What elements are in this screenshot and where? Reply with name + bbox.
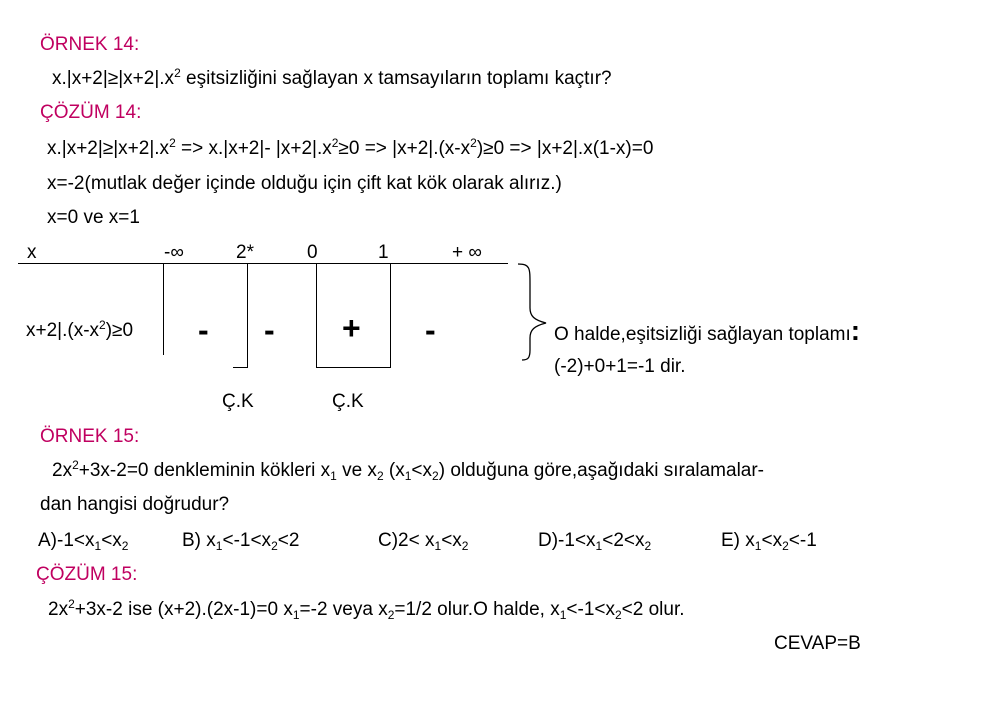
ck-label-2: Ç.K (332, 391, 364, 412)
table-horizontal-line (18, 263, 508, 264)
sign-4: - (425, 312, 436, 348)
example-15-title: ÖRNEK 15: (40, 426, 140, 447)
option-b: B) $x_1<-1<x_2<2$ (182, 530, 300, 553)
table-divider-1 (163, 263, 164, 355)
solution-14-line-3: x=0 ve x=1 (47, 207, 140, 228)
table-divider-2 (247, 263, 248, 368)
ck-marker-2 (316, 367, 390, 368)
table-value-1: 2* (236, 242, 254, 263)
table-x-label: x (27, 242, 37, 263)
option-a: $A)-1<x_1<x_2$ (38, 530, 129, 553)
example-15-question-line-1: $2x^2+3x-2=0$ denkleminin kökleri $x_1$ ve $x_2$ $(x_1<x_2)$ olduğuna göre,aşağıdaki sıralamalar- (52, 458, 765, 483)
solution-14-title: ÇÖZÜM 14: (40, 102, 142, 123)
ck-label-1: Ç.K (222, 391, 254, 412)
sign-3: + (342, 310, 361, 346)
example-15-question-line-2: dan hangisi doğrudur? (40, 494, 230, 515)
table-divider-3 (316, 263, 317, 367)
answer: CEVAP=B (774, 633, 861, 654)
solution-15-title: ÇÖZÜM 15: (36, 564, 138, 585)
option-e: E) $x_1<x_2<-1$ (721, 530, 817, 553)
sign-1: - (198, 312, 209, 348)
table-expression: $x+2|.(x-x^2)\ge 0$ (26, 318, 134, 341)
right-brace-icon (512, 262, 552, 362)
option-d: $D)-1<x_1<2<x_2$ (538, 530, 652, 553)
table-divider-4 (390, 263, 391, 368)
solution-15-line: $2x^2+3x-2$ ise (x+2).(2x-1)=0 $x_1=-2$ veya $x_2=1/2$ olur.O halde, $x_1<-1<x_2<2$ olur. (48, 597, 685, 622)
table-value-2: 0 (307, 242, 318, 263)
option-c: $C)2< x_1<x_2$ (378, 530, 469, 553)
table-plus-infinity: + ∞ (452, 242, 482, 263)
table-minus-infinity: -∞ (164, 242, 184, 263)
ck-marker-1 (233, 367, 248, 368)
sign-2: - (264, 312, 275, 348)
conclusion-14-line-1: O halde,eşitsizliği sağlayan toplamı: (554, 315, 861, 346)
table-value-3: 1 (378, 242, 389, 263)
solution-14-line-2: x=-2(mutlak değer içinde olduğu için çift kat kök olarak alırız.) (47, 173, 562, 194)
solution-14-line-1: $x.|x+2|\ge|x+2|.x^2 => x.|x+2|-$ $|x+2|.x^2\ge 0 => |x+2|.(x-x^2)\ge 0 => |x+2|.x(1-x)=0$ (47, 136, 654, 159)
example-14-title: ÖRNEK 14: (40, 34, 140, 55)
example-14-question: $x.|x+2|\ge|x+2|.x^2$ eşitsizliğini sağlayan x tamsayıların toplamı kaçtır? (52, 66, 612, 89)
conclusion-14-line-2: (-2)+0+1=-1 dir. (554, 356, 686, 377)
